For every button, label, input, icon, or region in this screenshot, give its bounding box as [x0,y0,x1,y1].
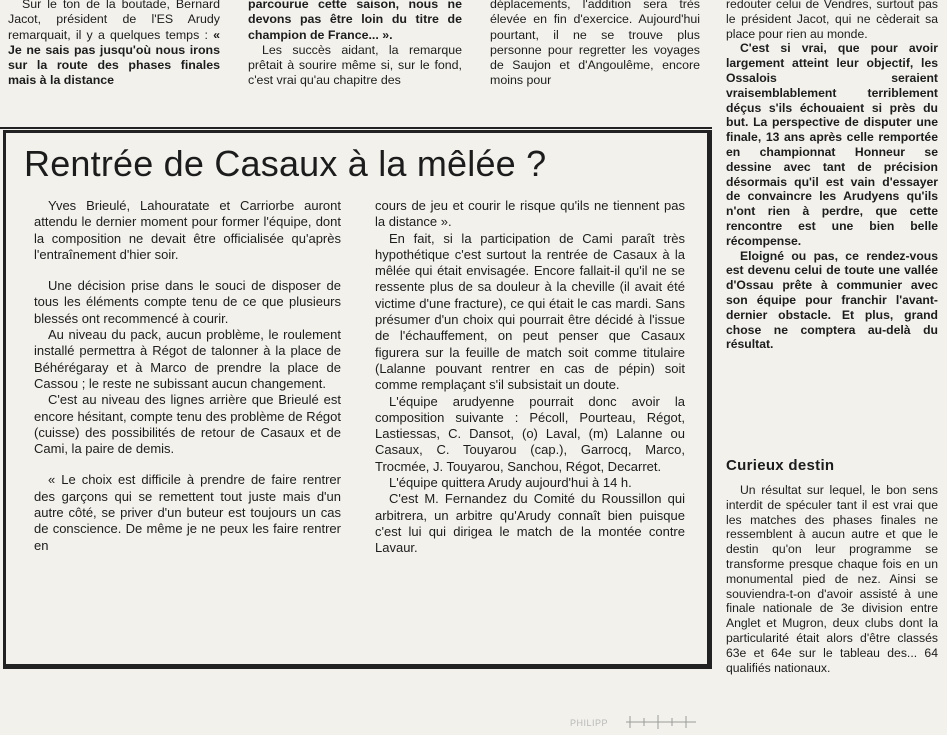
box-paragraph: Au niveau du pack, aucun problème, le roulement installé permettra à Régot de talonner à la place de Béhérégaray et à Marco de prendre la place de Cassou ; le reste ne subissant aucun changement. [34,327,341,391]
article-intro-column-2 [248,0,462,89]
intro-quote: « Je ne sais pas jusqu'où nous irons sur la route des phases finales mais à la distance [8,27,220,88]
box-paragraph: L'équipe quittera Arudy aujourd'hui à 14 h. [389,475,632,491]
curieux-destin-column [726,483,938,675]
section-divider [0,127,712,129]
article-right-column [726,0,938,352]
boxed-article-headline: Rentrée de Casaux à la mêlée ? [24,143,547,184]
right-paragraph-2: C'est si vrai, que pour avoir largement atteint leur objectif, les Ossalois seraient vraisemblablement terriblement déçus s'ils échouaient si près du but. La perspective de disputer une finale, 13 ans après celle remportée en championnat Honneur se dessine avec tant de précision désormais qu'il est vain d'essayer de convaincre les Arudyens qu'ils n'ont rien à perdre, que cette rencontre est une bien belle récompense. [726,41,938,248]
boxed-article-left-column [34,198,341,554]
box-paragraph: Yves Brieulé, Lahouratate et Carriorbe auront attendu le dernier moment pour former l'équipe, dont la composition ne devait être officialisée qu'après l'entraînement d'hier soir. [34,198,341,262]
intro-paragraph [8,0,220,89]
article-intro-column-1 [8,0,220,89]
intro-quote-continued: parcourue cette saison, nous ne devons pas être loin du titre de champion de France... ». [248,0,462,42]
curieux-paragraph: Un résultat sur lequel, le bon sens interdit de spéculer tant il est vrai que les matches des phases finales ne ressemblent à aucun autre et que le destin qu'on leur programme se transforme presque chaque fois en un monumental pied de nez. Ainsi se souviendra-t-on d'avoir assisté à une finale nationale de 3e division entre Anglet et Mugron, deux clubs dont la particularité était alors d'être classés 63e et 64e sur le tableau des... 64 qualifiés nationaux. [726,483,938,675]
box-quote-paragraph: « Le choix est difficile à prendre de faire rentrer des garçons qui se remettent tout juste mais d'un autre côté, se priver d'un buteur est toujours un cas de conscience. De même je ne peux les faire rentrer en [34,472,341,553]
curieux-destin-subheading: Curieux destin [726,457,835,474]
intro-text: Sur le ton de la boutade, Bernard Jacot, président de l'ES Arudy remarquait, il y a quelques temps : [8,0,220,42]
intro-paragraph-2: Les succès aidant, la remarque prêtait à sourire même si, sur le fond, c'est vrai qu'au chapitre des [248,42,462,88]
faded-stamp-text: PHILIPP [570,718,609,728]
stamp-mark-icon [624,712,698,732]
box-paragraph: C'est au niveau des lignes arrière que Brieulé est encore hésitant, compte tenu des problème de Régot (cuisse) des possibilités de retour de Casaux et de Cami, la paire de demis. [34,392,341,457]
boxed-article-right-column [375,198,685,557]
team-lineup-paragraph: L'équipe arudyenne pourrait donc avoir la composition suivante : Pécoll, Pourteau, Régot, Lastiessas, C. Dansot, (o) Laval, (m) Lalanne ou Casaux, C. Touyarou (cap.), Garrocq, Marco, Trocmée, J. Touyarou, Sanchou, Régot, Decarret. [375,393,685,474]
right-paragraph-3: Eloigné ou pas, ce rendez-vous est devenu celui de toute une vallée d'Ossau prête à communier avec son équipe pour franchir l'avant-dernier obstacle. Et plus, grand chose ne comptera au-delà du résultat. [726,248,938,352]
referee-paragraph: C'est M. Fernandez du Comité du Roussillon qui arbitrera, un arbitre qu'Arudy connaît bien puisque c'est lui qui dirigea le match de la montée contre Lavaur. [375,491,685,556]
right-paragraph-1: redouter celui de Vendres, surtout pas le président Jacot, qui ne cèderait sa place pour rien au monde. [726,0,938,41]
intro-paragraph-3: déplacements, l'addition sera très élevée en fin d'exercice. Aujourd'hui pourtant, il ne se trouve plus personne pour regretter les voyages de Saujon et d'Angoulême, encore moins pour [490,0,700,88]
box-paragraph: En fait, si la participation de Cami paraît très hypothétique c'est surtout la rentrée de Casaux à la mêlée qui était envisagée. Encore fallait-il qu'il ne se ressente plus de sa douleur à la cheville (il avait été victime d'une fracture), ce qui était le cas mardi. Sans présumer d'un choix qui pourrait être décidé à l'issue de l'échauffement, on peut penser que Casaux figurera sur la feuille de match soit comme titulaire (Lalanne pouvant rentrer en cas de pépin) soit comme remplaçant s'il subsistait un doute. [375,230,685,393]
box-paragraph: cours de jeu et courir le risque qu'ils ne tiennent pas la distance ». [375,198,685,230]
article-intro-column-3 [490,0,700,89]
box-paragraph: Une décision prise dans le souci de disposer de tous les éléments compte tenu de ce que plusieurs blessés ont recommencé à courir. [34,278,341,326]
